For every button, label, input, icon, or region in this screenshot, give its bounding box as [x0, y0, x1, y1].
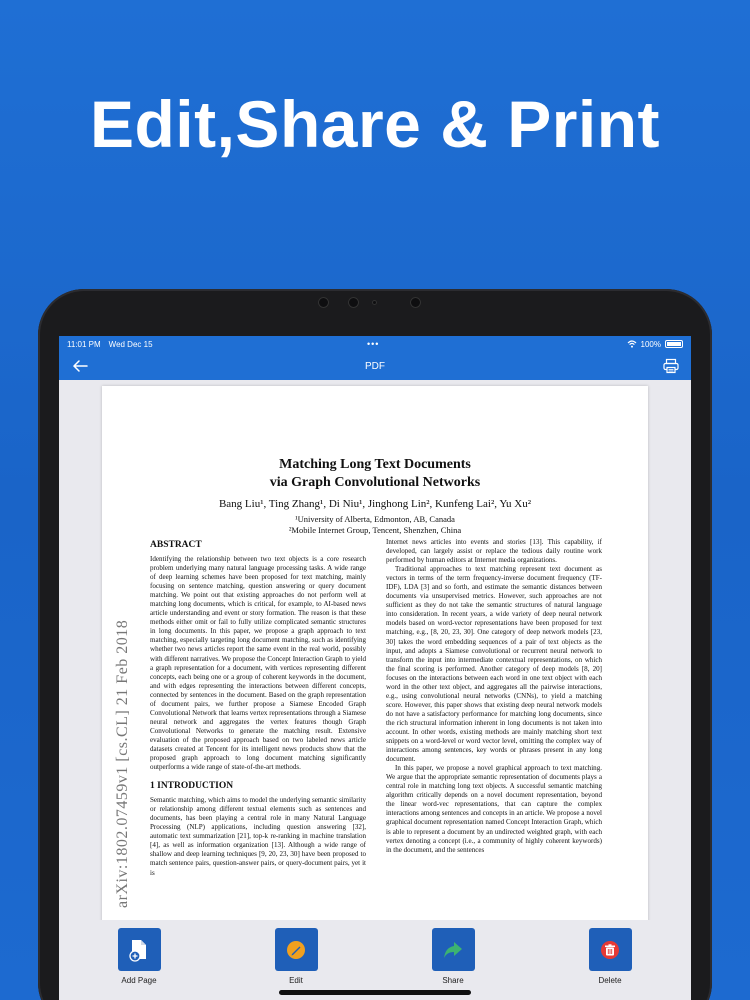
- add-page-icon: [128, 938, 150, 962]
- camera-icon: [410, 297, 421, 308]
- right-paragraph-3: In this paper, we propose a novel graphical approach to text matching. We argue that the appropriate semantic representation of documents plays a central role in matching long text objects. A successful semantic matching algorithm critically depends on a novel document representation, beyond the linear word-vec representations, that can capture the complex interactions among sentences and concepts in an article. We propose a novel graphical document representation named Concept Interaction Graph, which is able to represent a document by an undirected weighted graph, with each vertex denoting a concept (i.e., a community of highly coherent keywords) in the document, and the sentences: [386, 764, 602, 854]
- add-page-label: Add Page: [121, 976, 157, 985]
- app-screen: [59, 336, 691, 1000]
- share-arrow-icon: [442, 940, 464, 960]
- camera-icon: [348, 297, 359, 308]
- pdf-page: [102, 386, 648, 920]
- wifi-icon: [627, 340, 637, 348]
- paper-affiliation-2: ²Mobile Internet Group, Tencent, Shenzhen, China: [288, 525, 462, 535]
- camera-bar: [318, 294, 432, 310]
- battery-icon: [665, 340, 683, 348]
- pdf-viewer[interactable]: [59, 380, 691, 920]
- pencil-icon: [285, 939, 307, 961]
- status-time: 11:01 PM: [67, 339, 101, 349]
- nav-bar: [59, 352, 691, 380]
- add-page-tile: [118, 928, 161, 971]
- battery-percent: 100%: [640, 339, 661, 349]
- home-indicator[interactable]: [279, 990, 471, 995]
- edit-button[interactable]: [266, 928, 326, 985]
- sensor-icon: [372, 300, 377, 305]
- delete-label: Delete: [598, 976, 622, 985]
- right-paragraph-1: Internet news articles into events and stories [13]. This capability, if developed, can largely assist or replace the tedious daily routine work performed by human editors at Internet media organizations.: [386, 538, 602, 565]
- bottom-toolbar: [59, 920, 691, 1000]
- status-bar: [59, 336, 691, 352]
- abstract-text: Identifying the relationship between two text objects is a core research problem underlying many natural language processing tasks. A wide range of deep learning schemes have been proposed for text matching, mainly focusing on sentence matching, question answering or query document matching. We point out that existing approaches do not perform well at matching long documents, which is critical, for example, to AI-based news article understanding and event or story formation. The reason is that these methods either omit or fail to fully utilize complicated semantic structures in long documents. In this paper, we propose a graph approach to text matching, especially targeting long document matching, such as identifying whether two news articles report the same event in the real world, possibly with different narratives. We propose the Concept Interaction Graph to yield a graph representation for a document, with vertices representing different concepts, each being one or a group of coherent keywords in the document, and with edges representing the interactions between different concepts, connected by sentences in the document. Based on the graph representation of document pairs, we further propose a Siamese Encoded Graph Convolutional Network that learns vertex representations through a Siamese neural network and aggregates the vertex features though Graph Convolutional Networks to generate the matching result. Extensive evaluation of the proposed approach based on two labeled news article datasets created at Tencent for its intelligent news products show that the proposed graph approach to long document matching significantly outperforms a wide range of state-of-the-art methods.: [150, 555, 366, 772]
- trash-icon: [599, 939, 621, 961]
- camera-icon: [318, 297, 329, 308]
- delete-button[interactable]: [580, 928, 640, 985]
- printer-icon[interactable]: [663, 358, 679, 374]
- right-column: [386, 538, 602, 855]
- headline: Edit,Share & Print: [89, 87, 661, 161]
- edit-label: Edit: [289, 976, 303, 985]
- paper-title-line2: via Graph Convolutional Networks: [269, 475, 481, 490]
- multitask-dots[interactable]: •••: [367, 339, 380, 349]
- abstract-heading: ABSTRACT: [150, 540, 202, 550]
- share-tile: [432, 928, 475, 971]
- intro-text: Semantic matching, which aims to model the underlying semantic similarity or relationship among different textual elements such as sentences and documents, has been playing a central role in many Natural Language Processing (NLP) applications, including question answering [32], automatic text summarization [21], top-k re-ranking in machine translation [4], as well as information organization [13]. Although a wide range of shallow and deep learning techniques [9, 20, 23, 30] have been proposed to match sentence pairs, question-answer pairs, or query-document pairs, yet it is: [150, 796, 366, 877]
- paper-affiliation-1: ¹University of Alberta, Edmonton, AB, Canada: [295, 514, 455, 524]
- arxiv-stamp: arXiv:1802.07459v1 [cs.CL] 21 Feb 2018: [114, 619, 131, 908]
- status-date: Wed Dec 15: [108, 339, 153, 349]
- add-page-button[interactable]: [109, 928, 169, 985]
- edit-tile: [275, 928, 318, 971]
- paper-title: [102, 456, 648, 492]
- arrow-left-icon[interactable]: [71, 358, 89, 374]
- share-button[interactable]: [423, 928, 483, 985]
- nav-title: PDF: [365, 360, 385, 372]
- share-label: Share: [442, 976, 464, 985]
- right-paragraph-2: Traditional approaches to text matching represent text document as vectors in terms of the term frequency-inverse document frequency (TF-IDF), LDA [3] and so forth, and estimate the semantic distances between documents via unsupervised metrics. However, such approaches are not sufficient as they do not take the semantic structures of natural language into consideration. In recent years, a wide variety of deep neural network models based on word-vector representations have been proposed for text matching, e.g., [8, 20, 23, 30]. One category of deep network models [23, 30] takes the word embedding sequences of a pair of text objects as the input, and adopts a Siamese convolutional or recurrent neural network to transform the input into intermediate contextual representations, on which the final scoring is performed. Another category of deep models [8, 20] focuses on the interactions between each word in one text object with each word in the other text object, and aggregates all the pairwise interactions, e.g., using convolutional neural networks (CNNs), to yield a matching score. However, this paper shows that existing deep neural network models do not have a satisfactory performance for matching long documents, since the rich structural information inherent in long documents is not taken into account. In other words, existing methods are mainly matching short text snippets on a word-level or word vector level, omitting the complex way of interactions among sentences, key words or phrases present in any long document.: [386, 565, 602, 764]
- intro-heading: 1 INTRODUCTION: [150, 781, 234, 792]
- delete-tile: [589, 928, 632, 971]
- paper-authors: Bang Liu¹, Ting Zhang¹, Di Niu¹, Jinghong Lin², Kunfeng Lai², Yu Xu²: [218, 498, 532, 510]
- left-column: [150, 540, 366, 878]
- paper-title-line1: Matching Long Text Documents: [279, 457, 471, 472]
